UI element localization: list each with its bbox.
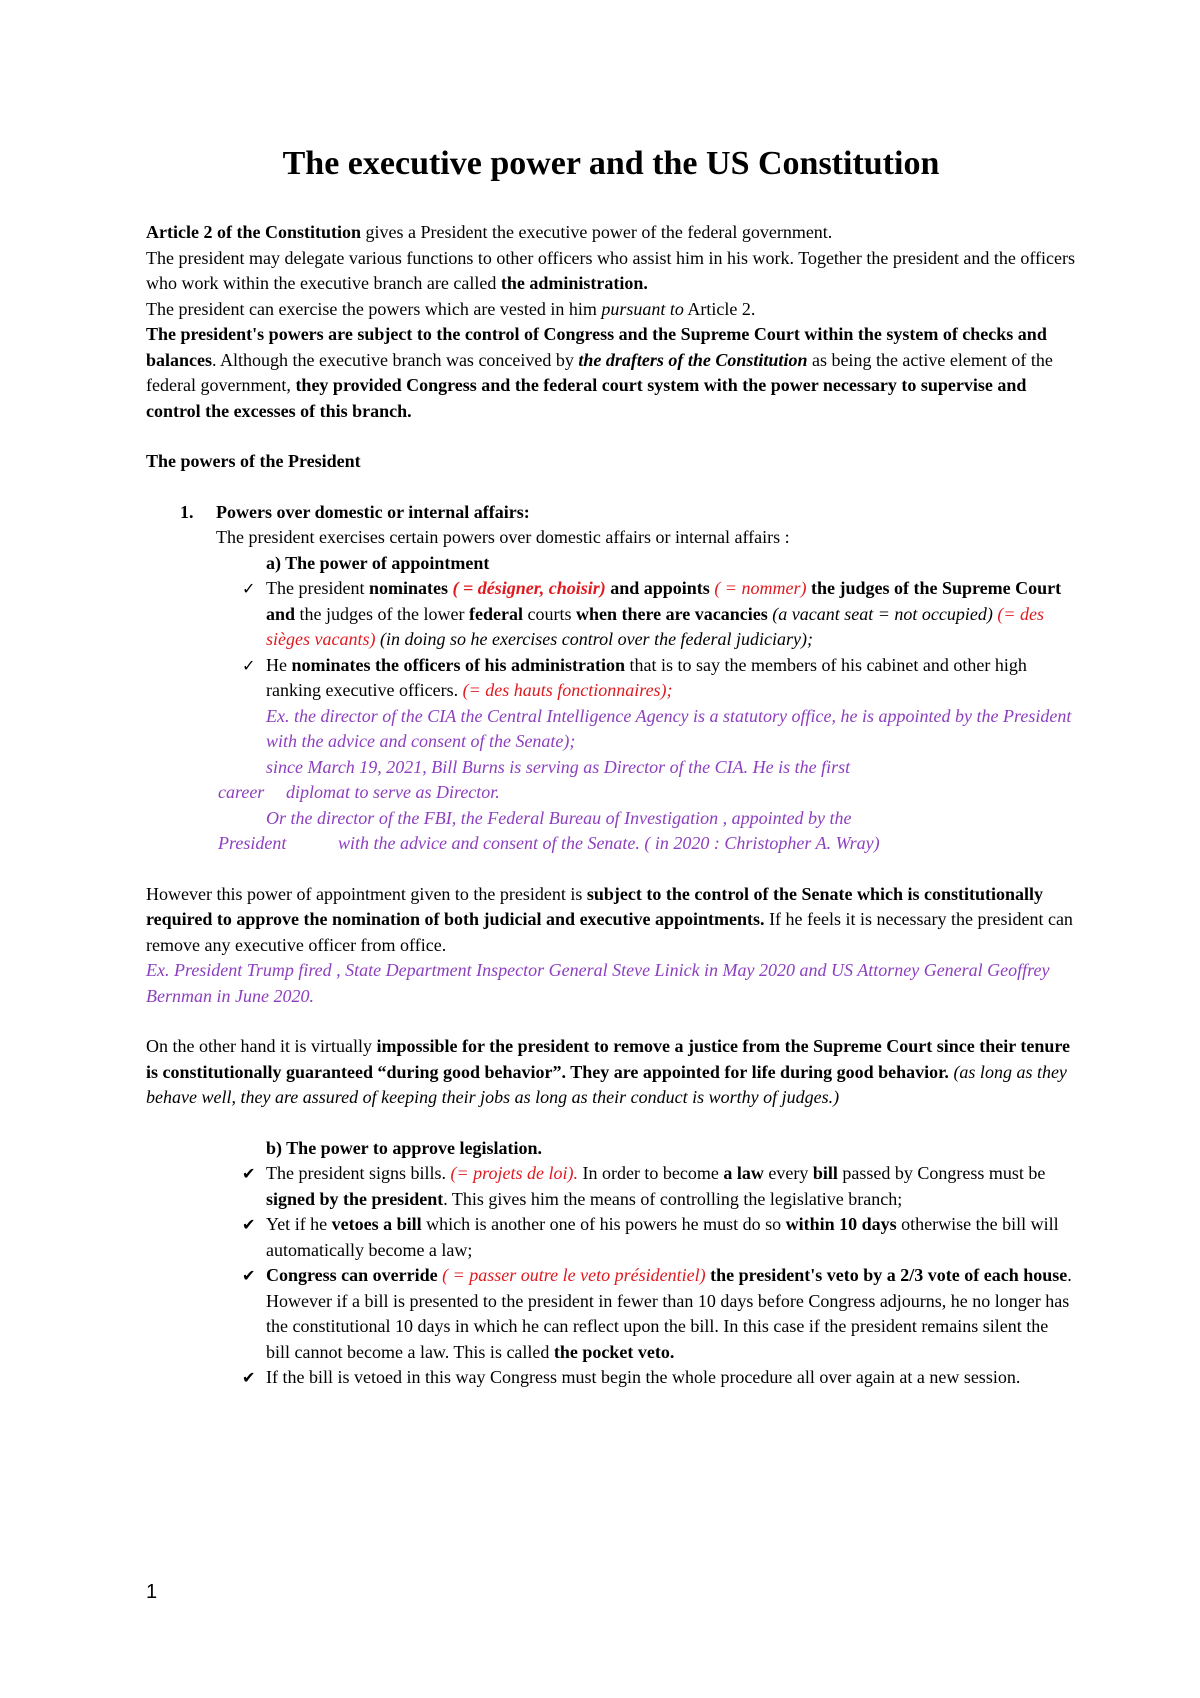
text: otherwise the bill will automatically become a law; [266,1214,1059,1260]
list-item [242,1365,1076,1391]
text: (in doing so he exercises control over the federal judiciary); [375,629,814,649]
section-1-heading-text: Powers over domestic or internal affairs: [216,501,530,522]
text: Yet if he [266,1214,332,1234]
text: which is another one of his powers he must do so [421,1214,786,1234]
check-icon: ✔ [242,1368,256,1387]
list-item-text: If the bill is vetoed in this way Congress must begin the whole procedure all over again at a new session. [266,1367,1021,1387]
text: He [266,654,292,675]
intro-p2-text-1: . Although the executive branch was conceived by [212,349,579,370]
text: . However if a bill is presented to the president in fewer than 10 days before Congress adjourns, he no longer has the constitutional 10 days in which he can reflect upon the bill. In this case if the president remains silent the bill cannot become a law. This is called [266,1265,1072,1362]
check-icon: ✔ [242,1215,256,1234]
text: The president [266,578,369,598]
text: that is to say the members of his cabinet and other high ranking executive officers. [266,654,1027,700]
text: the president's veto by a 2/3 vote of each house [705,1265,1068,1285]
text: a law [723,1163,764,1183]
check-icon: ✔ [242,1266,256,1285]
check-icon: ✓ [242,655,256,675]
intro-text-2: The president may delegate various functions to other officers who assist him in his work. Together the president and the officers who work within the executive branch are called [146,247,1076,293]
text: However this power of appointment given to the president is [146,883,587,904]
text: The president signs bills. [266,1163,451,1183]
translation: ( = passer outre le veto présidentiel) [437,1265,706,1285]
example-trump: Ex. President Trump fired , State Department Inspector General Steve Linick in May 2020 and US Attorney General Geoffrey Bernman in June 2020. [146,960,1050,1006]
list-item-text [266,1161,1076,1212]
list-item [242,1212,1076,1263]
translation: ( = nommer) [709,578,807,598]
example-burns-1: since March 19, 2021, Bill Burns is serving as Director of the CIA. He is the first [266,756,851,777]
intro-paragraph-2 [146,322,1076,424]
section-1-heading [180,500,1076,526]
list-item-text [266,1212,1076,1263]
intro-text-4: Article 2. [683,298,756,319]
list-item [242,576,1076,653]
text: bill [812,1163,838,1183]
intro-text-3: The president can exercise the powers which are vested in him [146,298,602,319]
text: the pocket veto. [553,1341,675,1362]
text: subject to the control of the Senate which is constitutionally required to approve the nomination of both judicial and executive appointments. [146,883,1044,929]
intro-paragraph-1 [146,220,1076,322]
however-paragraph [146,882,1076,959]
text: when there are vacancies [575,603,768,624]
text: and appoints [605,578,710,598]
text: within 10 days [785,1214,897,1234]
subheading-b-text: b) The power to approve legislation. [266,1137,543,1158]
text: vetoes a bill [331,1214,422,1234]
list-item [242,653,1076,704]
list-item-text [266,1263,1076,1365]
example-cia: Ex. the director of the CIA the Central Intelligence Agency is a statutory office, he is appointed by the President with the advice and consent of the Senate); [266,705,1072,751]
intro-p2-text-2: as being the active element of the federal government, [146,349,1053,395]
example-fbi-2 [218,831,1076,857]
text: (a vacant seat = not occupied) [767,603,998,624]
text: nominates [368,578,448,598]
example-fbi-1: Or the director of the FBI, the Federal Bureau of Investigation , appointed by the [266,807,852,828]
document-body [146,142,1076,1391]
other-hand-paragraph [146,1034,1076,1111]
translation: (= des hauts fonctionnaires); [462,680,673,700]
example-burns-2 [218,780,1076,806]
text: impossible for the president to remove a justice from the Supreme Court since their tenure is constitutionally guaranteed “during good behavior”. They are appointed for life during good behavior. [146,1036,1071,1082]
subheading-a-text: a) The power of appointment [266,552,490,573]
list-item [242,1161,1076,1212]
text: the judges of the lower [295,603,469,624]
text: President [218,833,287,853]
list-item-text [266,653,1076,704]
text: diplomat to serve as Director. [286,782,500,802]
check-icon: ✔ [242,1164,256,1183]
text: On the other hand it is virtually [146,1036,377,1056]
intro-text-1: gives a President the executive power of the federal government. [360,222,833,242]
drafters-bold-italic: the drafters of the Constitution [578,349,808,370]
page-title: The executive power and the US Constitution [282,145,940,182]
translation: (= projets de loi). [450,1163,578,1183]
text: Congress can override [266,1265,438,1285]
section-1-number: 1. [180,501,194,522]
list-item [242,1263,1076,1365]
text: courts [522,603,576,624]
pursuant-italic: pursuant to [601,298,684,319]
article-2-bold: Article 2 of the Constitution [146,222,361,242]
text: every [763,1163,813,1183]
translation: ( = désigner, choisir) [447,578,606,598]
page-number: 1 [146,1581,158,1603]
text: . This gives him the means of controlling the legislative branch; [443,1188,903,1209]
translation: (= des sièges vacants) [266,603,1044,649]
text: federal [468,603,523,624]
checks-balances-bold: The president's powers are subject to the control of Congress and the Supreme Court within the system of checks and balances [146,324,1047,370]
check-icon: ✓ [242,579,256,598]
text: passed by Congress must be [837,1163,1046,1183]
section-1-intro: The president exercises certain powers over domestic affairs or internal affairs : [216,527,790,547]
powers-heading [146,449,1076,475]
list-item-text [266,576,1076,653]
text: with the advice and consent of the Senate. ( in 2020 : Christopher A. Wray) [338,833,880,853]
supervise-bold: they provided Congress and the federal court system with the power necessary to supervise and control the excesses of this branch. [146,375,1027,421]
subheading-b [266,1136,1076,1162]
text: nominates the officers of his administration [291,654,625,675]
subheading-a [266,551,1076,577]
text: career [218,782,265,802]
text: If he feels it is necessary the president can remove any executive officer from office. [146,909,1073,955]
administration-bold: the administration. [500,273,648,293]
powers-heading-text: The powers of the President [146,451,361,471]
text: (as long as they behave well, they are assured of keeping their jobs as long as their conduct is worthy of judges.) [146,1061,1067,1107]
text: In order to become [577,1163,724,1183]
text: signed by the president [266,1188,444,1209]
text: the judges of the Supreme Court and [266,578,1062,624]
